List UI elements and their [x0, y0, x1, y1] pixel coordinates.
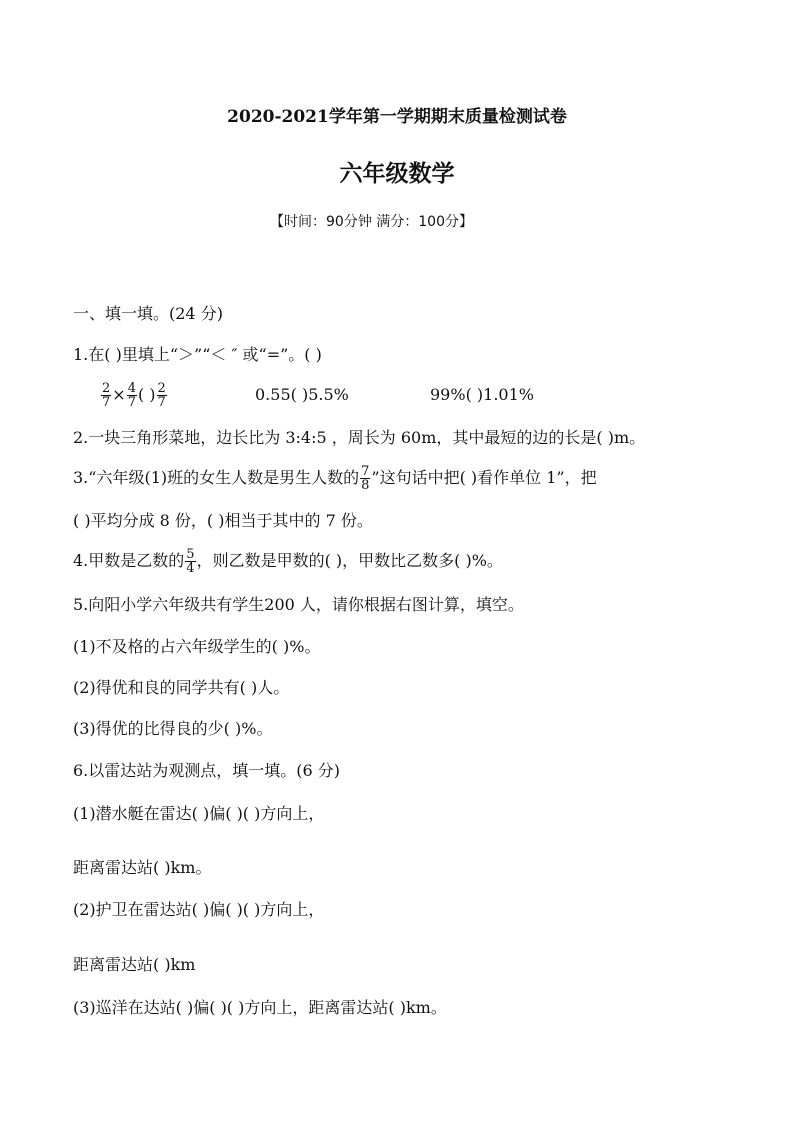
question-5-sub-3: (3)得优的比得良的少( )%。 — [73, 719, 273, 738]
question-1-part-a — [100, 375, 168, 415]
question-6-sub-1b: 距离雷达站( )km。 — [73, 858, 212, 877]
question-1-part-b: 0.55( )5.5% — [255, 385, 349, 404]
question-1-part-c: 99%( )1.01% — [430, 385, 534, 404]
fraction: $\frac{5}{4}$ — [186, 547, 195, 576]
question-6-sub-1a: (1)潜水艇在雷达( )偏( )( )方向上， — [73, 804, 325, 823]
fraction: $\frac{2}{7}$ — [157, 381, 166, 410]
question-5: 5.向阳小学六年级共有学生200 人，请你根据右图计算，填空。 — [73, 595, 524, 614]
answer-blank[interactable]: ( ) — [137, 385, 156, 404]
question-4 — [73, 539, 503, 583]
question-4-post: ，则乙数是甲数的( )，甲数比乙数多( )%。 — [196, 551, 503, 570]
question-6-sub-3: (3)巡洋在达站( )偏( )( )方向上，距离雷达站( )km。 — [73, 998, 447, 1017]
question-5-sub-2: (2)得优和良的同学共有( )人。 — [73, 678, 290, 697]
question-3-line-1 — [73, 456, 597, 500]
fraction: $\frac{2}{7}$ — [102, 381, 111, 410]
question-6-sub-2b: 距离雷达站( )km — [73, 955, 196, 974]
question-3-pre: 3.“六年级(1)班的女生人数是男生人数的 — [73, 468, 360, 487]
question-5-sub-1: (1)不及格的占六年级学生的( )%。 — [73, 637, 321, 656]
times-sign: × — [112, 385, 126, 404]
section-heading: 一、填一填。(24 分) — [73, 304, 223, 323]
subject-title: 六年级数学 — [339, 160, 455, 187]
question-3-post: ”这句话中把( )看作单位 1”，把 — [371, 468, 597, 487]
fraction: $\frac{4}{7}$ — [127, 381, 136, 410]
question-6-sub-2a: (2)护卫在雷达站( )偏( )( )方向上， — [73, 900, 325, 919]
question-6: 6.以雷达站为观测点，填一填。(6 分) — [73, 761, 341, 780]
question-1: 1.在( )里填上“＞”“＜ ″ 或“=”。( ) — [73, 345, 322, 364]
fraction: $\frac{7}{8}$ — [361, 464, 370, 493]
question-3-line-2: ( )平均分成 8 份，( )相当于其中的 7 份。 — [73, 511, 373, 530]
question-2: 2.一块三角形菜地，边长比为 3:4:5 ，周长为 60m，其中最短的边的长是( )m。 — [73, 428, 646, 447]
question-4-pre: 4.甲数是乙数的 — [73, 551, 185, 570]
exam-title: 2020-2021学年第一学期期末质量检测试卷 — [227, 107, 567, 127]
exam-meta: 【时间：90分钟 满分：100分】 — [270, 214, 473, 230]
